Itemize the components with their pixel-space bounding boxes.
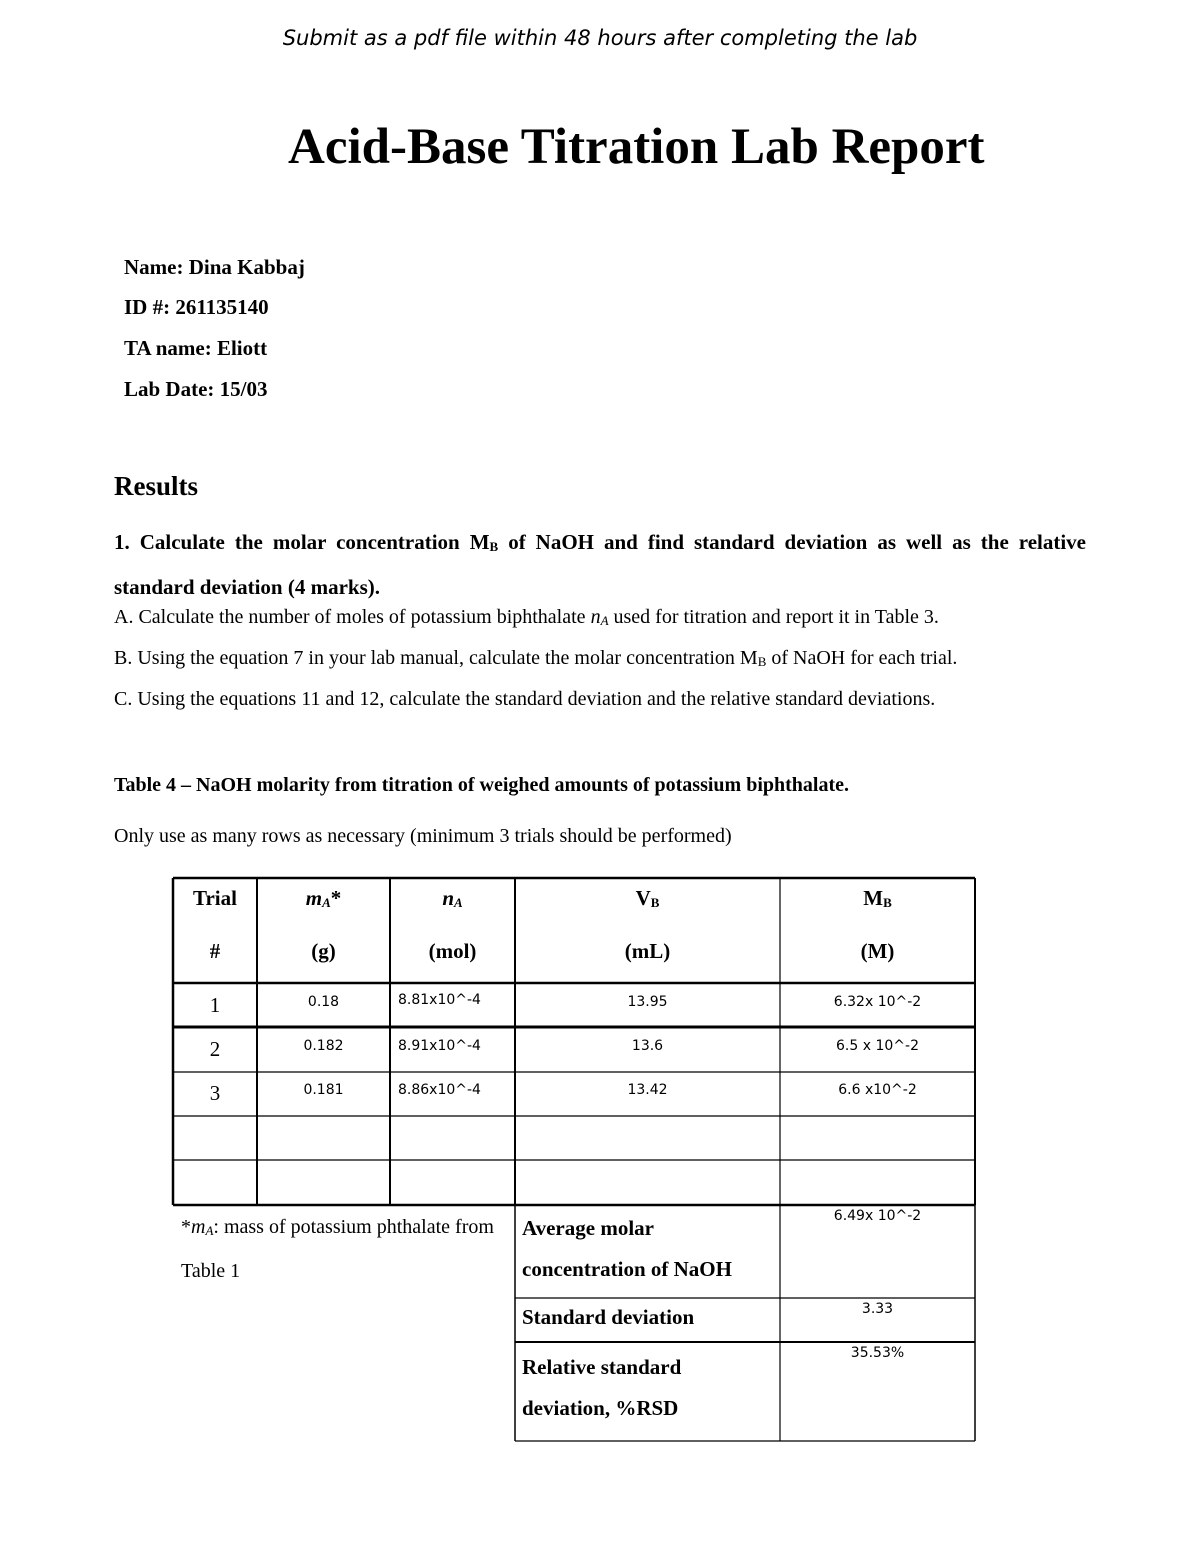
question-1: 1. Calculate the molar concentration $M_B$ of NaOH and find standard deviation as well as the relative standard deviation (4 marks). — [114, 530, 1087, 599]
row2-moles: 8.91x10^-4 — [398, 1038, 481, 1054]
row1-molarity: 6.32x 10^-2 — [833, 994, 922, 1010]
header-volume-unit: (mL) — [624, 939, 671, 963]
row3-mass: 0.181 — [303, 1082, 344, 1098]
row3-molarity: 6.6 x10^-2 — [838, 1082, 917, 1098]
row2-mass: 0.182 — [303, 1038, 344, 1054]
row2-trial: 2 — [209, 1037, 221, 1061]
header-mass-unit: (g) — [311, 939, 336, 963]
mass-footnote: $*m_A$: mass of potassium phthalate from Table 1 — [181, 1216, 494, 1282]
std-label: Standard deviation — [522, 1305, 695, 1329]
row1-moles: 8.81x10^-4 — [398, 992, 481, 1008]
average-label: Average molar concentration of NaOH — [522, 1216, 732, 1281]
header-volume: $V_B$ — [635, 886, 660, 910]
page-title: Acid-Base Titration Lab Report — [288, 119, 985, 175]
step-b: B. Using the equation 7 in your lab manual, calculate the molar concentration $M_B$ of NaOH for each trial. — [114, 647, 958, 669]
row2-molarity: 6.5 x 10^-2 — [836, 1038, 919, 1054]
table-note: Only use as many rows as necessary (minimum 3 trials should be performed) — [114, 825, 732, 847]
header-mass: $m_A*$ — [305, 886, 342, 910]
header-molarity: $M_B$ — [863, 886, 892, 910]
header-trial: Trial — [193, 886, 237, 910]
table-caption: Table 4 – NaOH molarity from titration of weighed amounts of potassium biphthalate. — [114, 774, 850, 796]
results-heading: Results — [114, 471, 199, 501]
header-moles-unit: (mol) — [428, 939, 477, 963]
ta-name: TA name: Eliott — [124, 336, 268, 360]
average-value: 6.49x 10^-2 — [833, 1208, 922, 1224]
lab-date: Lab Date: 15/03 — [124, 377, 268, 401]
std-value: 3.33 — [861, 1301, 894, 1317]
row1-mass: 0.18 — [307, 994, 340, 1010]
row2-volume: 13.6 — [631, 1038, 664, 1054]
header-molarity-unit: (M) — [860, 939, 895, 963]
student-name: Name: Dina Kabbaj — [124, 255, 305, 279]
row3-volume: 13.42 — [627, 1082, 668, 1098]
header-moles: $n_A$ — [442, 886, 463, 910]
step-c: C. Using the equations 11 and 12, calculate the standard deviation and the relative standard deviations. — [114, 688, 936, 710]
row1-volume: 13.95 — [627, 994, 668, 1010]
header-trial-unit: # — [209, 939, 221, 963]
submission-note: Submit as a pdf file within 48 hours after completing the lab — [282, 26, 918, 50]
step-a: A. Calculate the number of moles of potassium biphthalate $n_A$ used for titration and report it in Table 3. — [114, 606, 939, 628]
rsd-value: 35.53% — [850, 1345, 905, 1361]
student-id: ID #: 261135140 — [124, 295, 269, 319]
row1-trial: 1 — [209, 993, 221, 1017]
rsd-label: Relative standard deviation, %RSD — [522, 1355, 682, 1420]
row3-trial: 3 — [209, 1081, 221, 1105]
row3-moles: 8.86x10^-4 — [398, 1082, 481, 1098]
